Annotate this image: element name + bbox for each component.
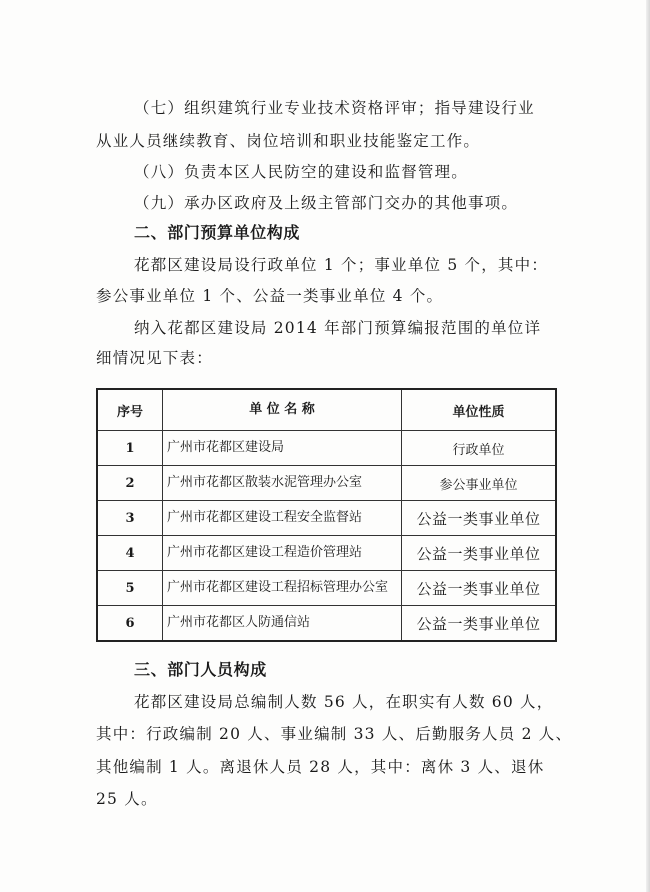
table-row [97,501,556,536]
row-unit-name: 广州市花都区建设局 [163,431,402,466]
row-unit-type: 公益一类事业单位 [402,536,557,571]
section3-line3: 其他编制 1 人。离退休人员 28 人，其中：离休 3 人、退休 [96,758,545,776]
section2-para1-line1: 花都区建设局设行政单位 1 个；事业单位 5 个，其中： [134,256,549,274]
table-header-row [97,389,556,431]
section2-para1-line2: 参公事业单位 1 个、公益一类事业单位 4 个。 [96,287,444,305]
row-unit-name: 广州市花都区建设工程招标管理办公室 [163,571,402,606]
item9: （九）承办区政府及上级主管部门交办的其他事项。 [134,194,519,212]
item7-line2: 从业人员继续教育、岗位培训和职业技能鉴定工作。 [96,132,481,150]
row-index: 4 [97,536,163,571]
row-index: 3 [97,501,163,536]
row-unit-type: 参公事业单位 [402,466,557,501]
table-row [97,466,556,501]
section2-heading: 二、部门预算单位构成 [134,223,301,242]
section3-line2: 其中：行政编制 20 人、事业编制 33 人、后勤服务人员 2 人、 [96,725,573,743]
page-edge-shadow [646,0,650,892]
item7-line1: （七）组织建筑行业专业技术资格评审；指导建设行业 [134,99,535,117]
row-index: 6 [97,606,163,642]
section3-line1: 花都区建设局总编制人数 56 人，在职实有人数 60 人， [134,693,554,711]
row-unit-name: 广州市花都区建设工程安全监督站 [163,501,402,536]
row-unit-type: 公益一类事业单位 [402,606,557,642]
section3-heading: 三、部门人员构成 [134,660,267,679]
row-unit-name: 广州市花都区建设工程造价管理站 [163,536,402,571]
table-row [97,571,556,606]
row-unit-name: 广州市花都区人防通信站 [163,606,402,642]
row-unit-name: 广州市花都区散装水泥管理办公室 [163,466,402,501]
row-unit-type: 公益一类事业单位 [402,501,557,536]
section2-para2-line2: 细情况见下表： [96,349,213,367]
row-unit-type: 行政单位 [402,431,557,466]
row-unit-type: 公益一类事业单位 [402,571,557,606]
row-index: 5 [97,571,163,606]
item8: （八）负责本区人民防空的建设和监督管理。 [134,163,469,181]
header-type: 单位性质 [402,389,557,431]
table-row [97,536,556,571]
row-index: 1 [97,431,163,466]
units-table [96,388,557,642]
table-row [97,606,556,642]
section3-line4: 25 人。 [96,790,158,808]
header-name: 单 位 名 称 [163,389,402,431]
table-row [97,431,556,466]
header-index: 序号 [97,389,163,431]
row-index: 2 [97,466,163,501]
section2-para2-line1: 纳入花都区建设局 2014 年部门预算编报范围的单位详 [134,319,542,337]
